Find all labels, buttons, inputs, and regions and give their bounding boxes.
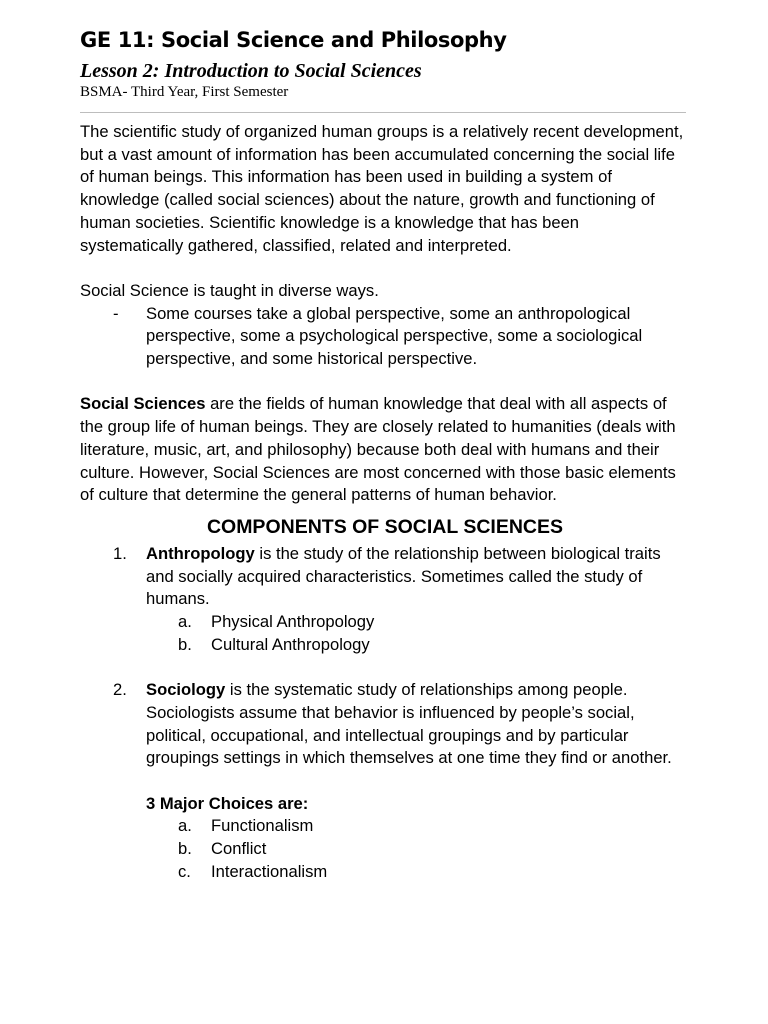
spacer <box>80 656 686 679</box>
component-text: is the study of the relationship between biological traits and socially acquired characteristics. Sometimes called the study of humans. <box>146 543 661 609</box>
perspective-bullet <box>80 303 686 371</box>
document-body <box>80 121 686 883</box>
definition-paragraph <box>80 393 686 507</box>
teaching-ways-paragraph: Social Science is taught in diverse ways. <box>80 280 379 300</box>
spacer <box>80 257 686 280</box>
choices-heading: 3 Major Choices are: <box>146 793 309 813</box>
component-term: Anthropology <box>146 543 255 563</box>
component-term: Sociology <box>146 680 226 700</box>
component-item-sociology <box>80 679 686 770</box>
bullet-marker: - <box>113 303 119 323</box>
document-page <box>80 26 686 883</box>
horizontal-divider <box>80 112 686 113</box>
definition-term: Social Sciences <box>80 394 206 414</box>
sub-marker: a. <box>178 816 192 836</box>
sub-marker: b. <box>178 839 192 859</box>
sub-item <box>80 634 686 657</box>
sub-marker: b. <box>178 634 192 654</box>
sub-item-text: Cultural Anthropology <box>211 634 370 654</box>
list-number: 1. <box>113 543 127 563</box>
sub-item <box>80 611 686 634</box>
semester-line: BSMA- Third Year, First Semester <box>80 84 289 100</box>
spacer <box>80 770 686 793</box>
sub-item-text: Conflict <box>211 839 267 859</box>
sub-item <box>80 838 686 861</box>
definition-text: are the fields of human knowledge that deal with all aspects of the group life of human beings. They are closely related to humanities (deals with literature, music, art, and philosophy) because both deal with humans and their culture. However, Social Sciences are most concerned with those basic elements of culture that determine the general patterns of human behavior. <box>80 394 676 505</box>
sub-item-text: Functionalism <box>211 816 314 836</box>
sub-marker: c. <box>178 861 191 881</box>
bullet-text: Some courses take a global perspective, some an anthropological perspective, some a psychological perspective, some a sociological perspective, and some historical perspective. <box>146 303 643 369</box>
sub-item <box>80 815 686 838</box>
spacer <box>80 371 686 394</box>
sub-item <box>80 861 686 884</box>
list-number: 2. <box>113 680 127 700</box>
component-text: is the systematic study of relationships among people. Sociologists assume that behavior is influenced by people’s social, political, occupational, and intellectual groupings and by particular groupings settings in which themselves at one time they find or another. <box>146 680 672 768</box>
course-title: GE 11: Social Science and Philosophy <box>80 28 507 52</box>
intro-paragraph: The scientific study of organized human groups is a relatively recent development, but a vast amount of information has been accumulated concerning the social life of human beings. This information has been used in building a system of knowledge (called social sciences) about the nature, growth and functioning of human societies. Scientific knowledge is a knowledge that has been systematically gathered, classified, related and interpreted. <box>80 122 684 255</box>
sub-item-text: Physical Anthropology <box>211 612 375 632</box>
choices-heading-row <box>80 793 686 816</box>
lesson-title: Lesson 2: Introduction to Social Sciences <box>80 60 422 82</box>
sub-item-text: Interactionalism <box>211 861 328 881</box>
components-heading: COMPONENTS OF SOCIAL SCIENCES <box>206 515 564 538</box>
component-item-anthropology <box>80 543 686 611</box>
sub-marker: a. <box>178 612 192 632</box>
